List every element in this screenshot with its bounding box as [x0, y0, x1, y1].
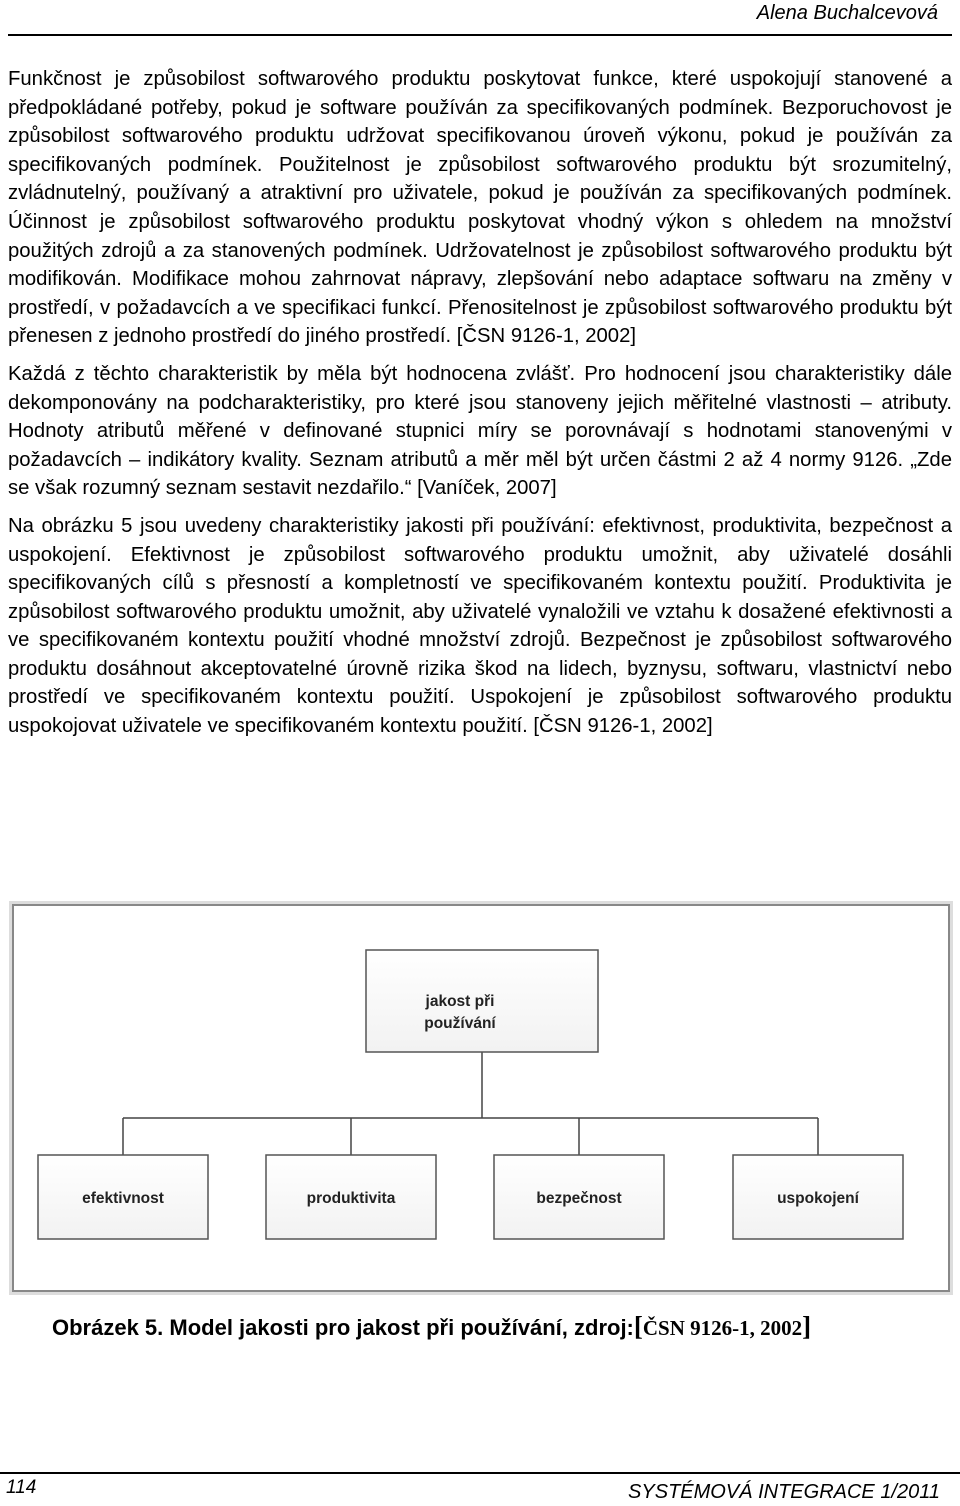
node-label-produktivita: produktivita [306, 1190, 396, 1207]
caption-source: ČSN 9126-1, 2002 [642, 1316, 803, 1340]
caption-text: Obrázek 5. Model jakosti pro jakost při používání, zdroj: [52, 1315, 634, 1340]
header-rule [8, 34, 952, 36]
diagram-node-produktivita [266, 1155, 436, 1239]
diagram-node-root [366, 950, 598, 1052]
figure-caption [52, 1311, 811, 1342]
node-label-efektivnost: efektivnost [82, 1190, 164, 1207]
page-number: 114 [6, 1477, 37, 1498]
running-header-author: Alena Buchalcevová [756, 2, 938, 24]
node-label-uspokojeni: uspokojení [777, 1190, 859, 1207]
diagram-node-bezpecnost [494, 1155, 664, 1239]
node-label-bezpecnost: bezpečnost [536, 1190, 622, 1207]
caption-bracket-close: ] [802, 1311, 812, 1341]
diagram-node-efektivnost [38, 1155, 208, 1239]
body-text [8, 65, 952, 750]
caption-bracket-open: [ [633, 1311, 643, 1341]
paragraph-evaluation: Každá z těchto charakteristik by měla být hodnocena zvlášť. Pro hodnocení jsou charakteristiky dále dekomponovány na podcharakteristiky, pro které jsou stanoveny jejich měřitelné vlastnosti – atributy. Hodnoty atributů měřené v definované stupnici míry se porovnávají s hodnotami stanovenými v požadavcích – indikátory kvality. Seznam atributů a měr měl být určen částmi 2 až 4 normy 9126. „Zde se však rozumný seznam sestavit nezdařilo.“ [Vaníček, 2007] [8, 362, 952, 500]
diagram-node-uspokojeni [733, 1155, 903, 1239]
footer-rule [0, 1472, 960, 1474]
paragraph-characteristics: Funkčnost je způsobilost softwarového produktu poskytovat funkce, které uspokojují stanovené a předpokládané potřeby, pokud je software používán za specifikovaných podmínek. Bezporuchovost je způsobilost softwarového produktu udržovat specifikovanou úroveň výkonu, pokud je používán za specifikovaných podmínek. Použitelnost je způsobilost softwarového produktu být srozumitelný, zvládnutelný, používaný a atraktivní pro uživatele, pokud je používán za specifikovaných podmínek. Účinnost je způsobilost softwarového produktu poskytovat vhodný výkon s ohledem na množství použitých zdrojů a za stanovených podmínek. Udržovatelnost je způsobilost softwarového produktu být modifikován. Modifikace mohou zahrnovat nápravy, zlepšování nebo adaptace softwaru na změny v prostředí, v požadavcích a ve specifikaci funkcí. Přenositelnost je způsobilost softwarového produktu být přenesen z jednoho prostředí do jiného prostředí. [ČSN 9126-1, 2002] [8, 68, 952, 348]
paragraph-quality-in-use: Na obrázku 5 jsou uvedeny charakteristiky jakosti při používání: efektivnost, produktivita, bezpečnost a uspokojení. Efektivnost je způsobilost softwarového produktu umožnit, aby uživatelé dosáhli specifikovaných cílů s přesností a kompletností ve specifikovaném kontextu použití. Produktivita je způsobilost softwarového produktu umožnit, aby uživatelé vynaložili ve vztahu k dosažené efektivnosti a ve specifikovaném kontextu použití vhodné množství zdrojů. Bezpečnost je způsobilost softwarového produktu dosáhnout akceptovatelné úrovně rizika škod na lidech, byznysu, softwaru, vlastnictví nebo prostředí ve specifikovaném kontextu použití. Uspokojení je způsobilost softwarového produktu uspokojovat uživatele ve specifikovaném kontextu použití. [ČSN 9126-1, 2002] [8, 514, 952, 738]
journal-name: SYSTÉMOVÁ INTEGRACE 1/2011 [628, 1481, 940, 1503]
diagram-connectors [123, 1052, 818, 1155]
quality-model-diagram [12, 904, 950, 1292]
root-label-line2: používání [424, 1015, 496, 1032]
diagram-canvas [14, 906, 948, 1290]
root-label-line1: jakost při [425, 993, 495, 1010]
